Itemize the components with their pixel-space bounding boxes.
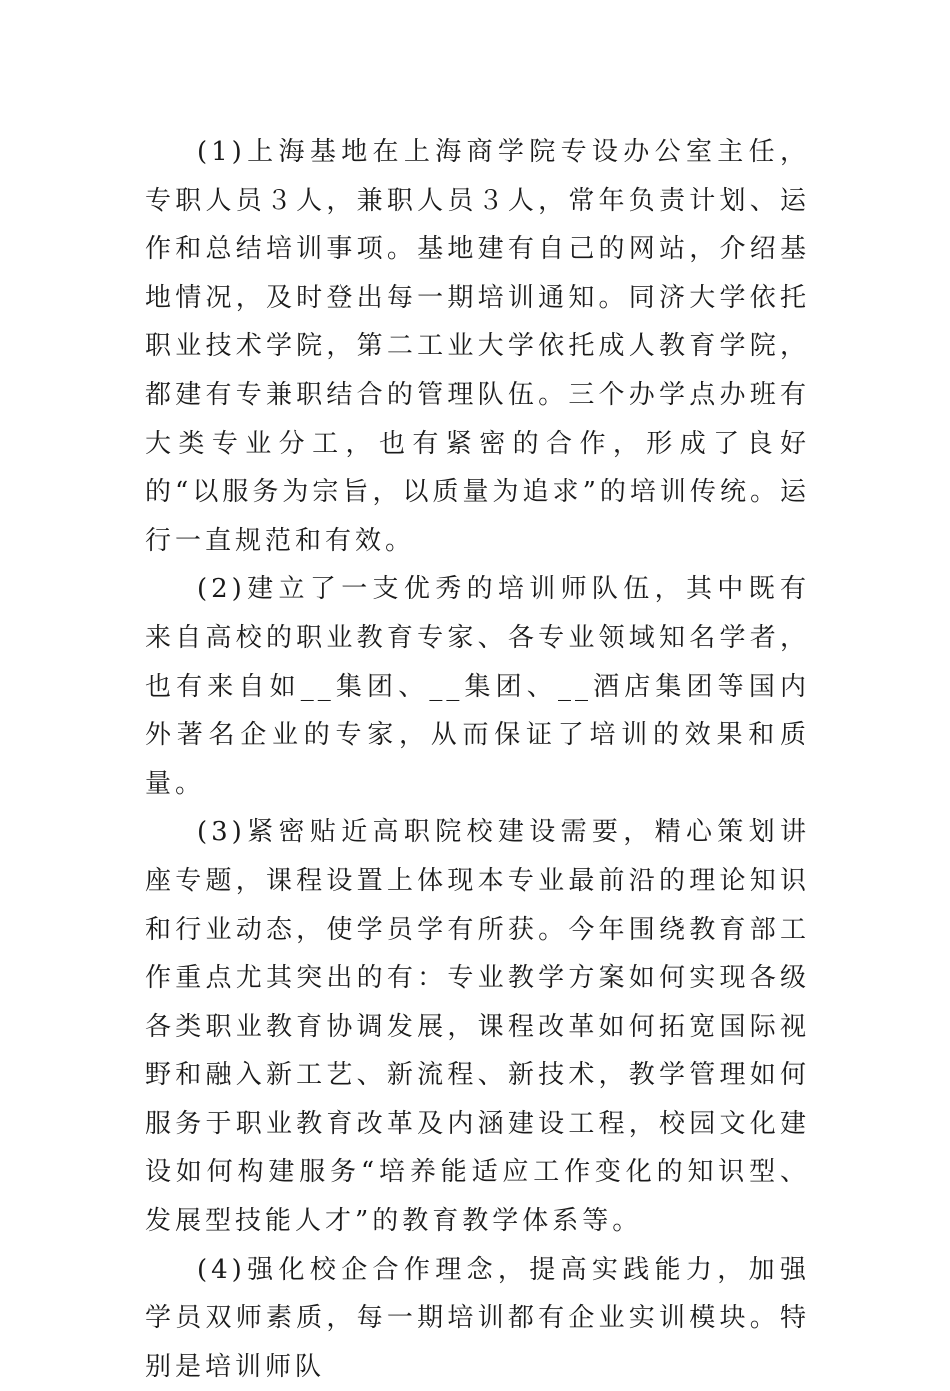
paragraph-1: (1)上海基地在上海商学院专设办公室主任，专职人员３人，兼职人员３人，常年负责计划、运作和总结培训事项。基地建有自己的网站，介绍基地情况，及时登出每一期培训通知。同济大学依托职业技术学院，第二工业大学依托成人教育学院，都建有专兼职结合的管理队伍。三个办学点办班有大类专业分工，也有紧密的合作，形成了良好的“以服务为宗旨，以质量为追求”的培训传统。运行一直规范和有效。 (145, 137, 810, 556)
paragraph-4: (4)强化校企合作理念，提高实践能力，加强学员双师素质，每一期培训都有企业实训模块。特别是培训师队 (145, 1254, 810, 1382)
document-body (145, 128, 810, 1391)
paragraph-2: (2)建立了一支优秀的培训师队伍，其中既有来自高校的职业教育专家、各专业领域知名学者，也有来自如__集团、__集团、__酒店集团等国内外著名企业的专家，从而保证了培训的效果和质量。 (145, 574, 810, 799)
paragraph-3: (3)紧密贴近高职院校建设需要，精心策划讲座专题，课程设置上体现本专业最前沿的理论知识和行业动态，使学员学有所获。今年围绕教育部工作重点尤其突出的有：专业教学方案如何实现各级各类职业教育协调发展，课程改革如何拓宽国际视野和融入新工艺、新流程、新技术，教学管理如何服务于职业教育改革及内涵建设工程，校园文化建设如何构建服务“培养能适应工作变化的知识型、发展型技能人才”的教育教学体系等。 (145, 817, 810, 1237)
